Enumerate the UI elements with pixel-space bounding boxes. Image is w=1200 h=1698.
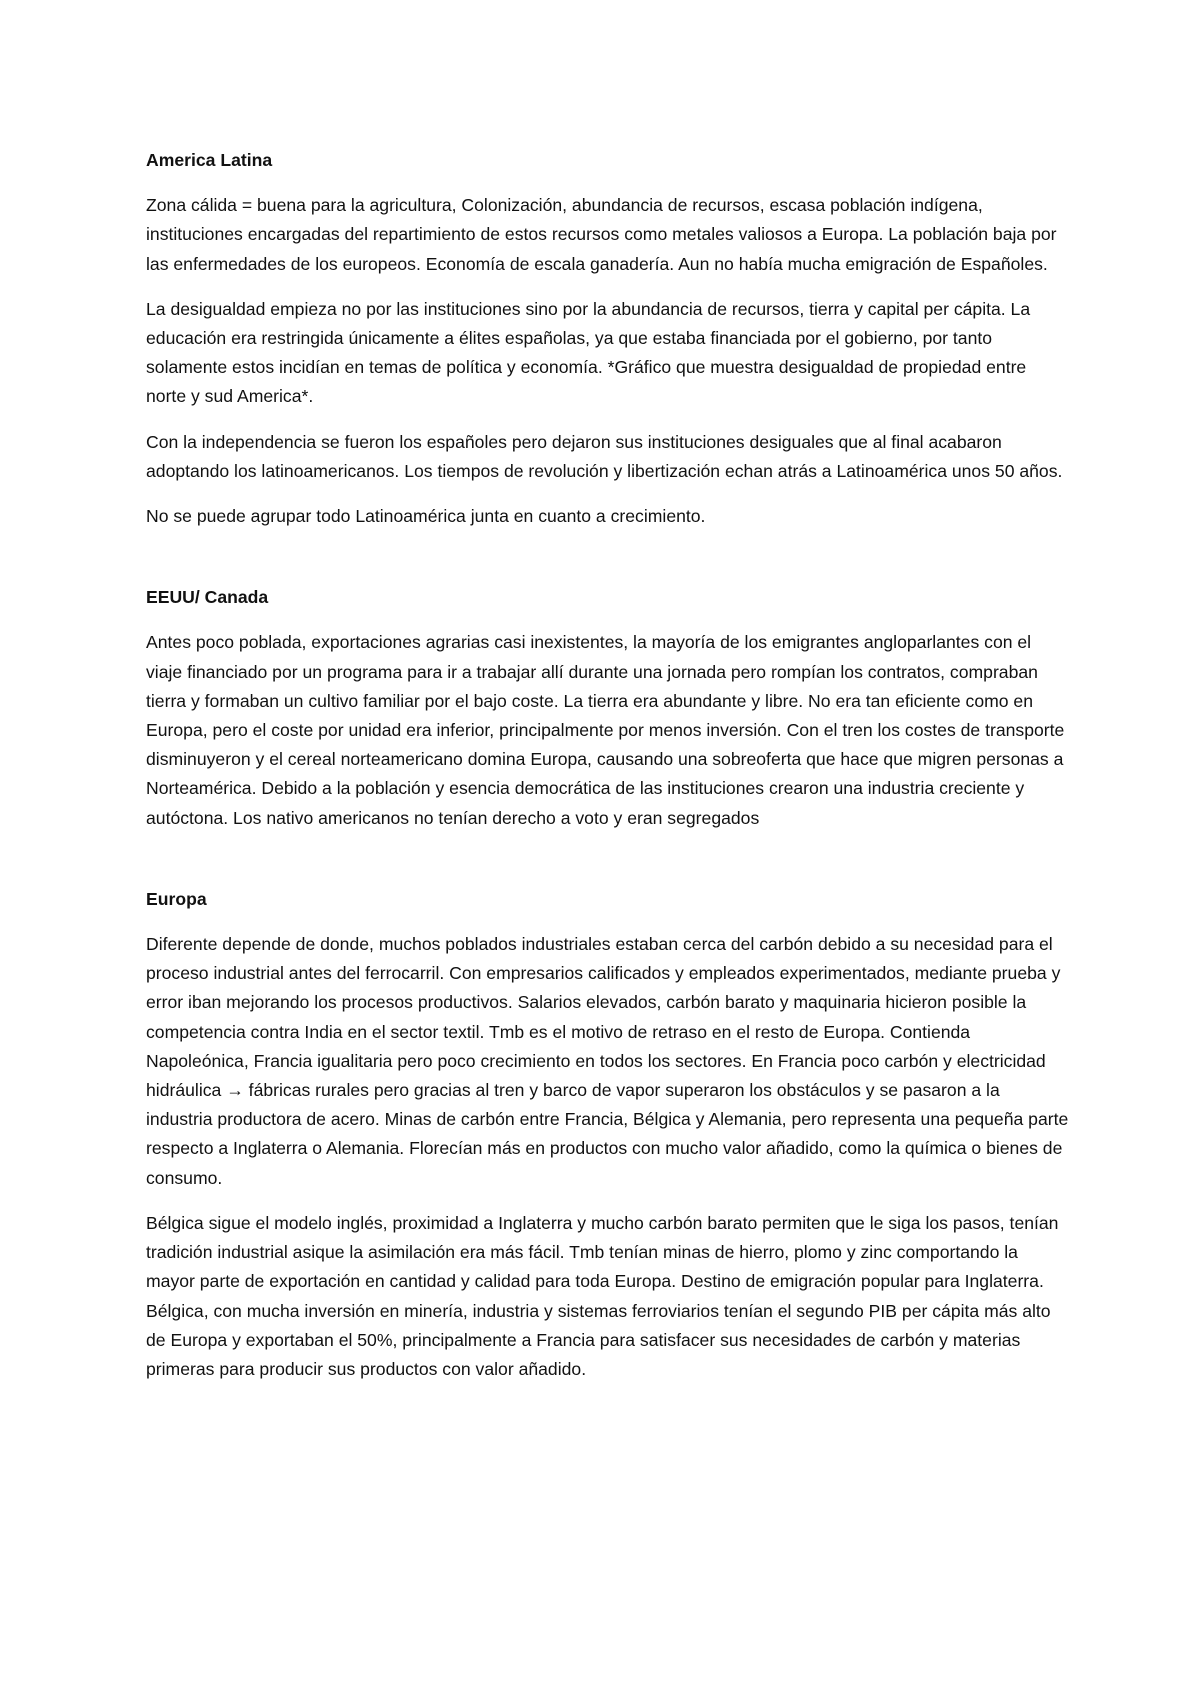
section-europa bbox=[146, 885, 1070, 1384]
paragraph: Diferente depende de donde, muchos poblados industriales estaban cerca del carbón debido a su necesidad para el proceso industrial antes del ferrocarril. Con empresarios calificados y empleados experimentados, mediante prueba y error iban mejorando los procesos productivos. Salarios elevados, carbón barato y maquinaria hicieron posible la competencia contra India en el sector textil. Tmb es el motivo de retraso en el resto de Europa. Contienda Napoleónica, Francia igualitaria pero poco crecimiento en todos los sectores. En Francia poco carbón y electricidad hidráulica → fábricas rurales pero gracias al tren y barco de vapor superaron los obstáculos y se pasaron a la industria productora de acero. Minas de carbón entre Francia, Bélgica y Alemania, pero representa una pequeña parte respecto a Inglaterra o Alemania. Florecían más en productos con mucho valor añadido, como la química o bienes de consumo. bbox=[146, 934, 1069, 1188]
paragraph: Bélgica sigue el modelo inglés, proximidad a Inglaterra y mucho carbón barato permiten que le siga los pasos, tenían tradición industrial asique la asimilación era más fácil. Tmb tenían minas de hierro, plomo y zinc comportando la mayor parte de exportación en cantidad y calidad para toda Europa. Destino de emigración popular para Inglaterra. Bélgica, con mucha inversión en minería, industria y sistemas ferroviarios tenían el segundo PIB per cápita más alto de Europa y exportaban el 50%, principalmente a Francia para satisfacer sus necesidades de carbón y materias primeras para producir sus productos con valor añadido. bbox=[146, 1212, 1059, 1379]
document-body bbox=[146, 146, 1070, 1400]
section-heading: Europa bbox=[146, 888, 207, 909]
section-heading: EEUU/ Canada bbox=[146, 587, 269, 608]
paragraph: Zona cálida = buena para la agricultura, Colonización, abundancia de recursos, escasa población indígena, instituciones encargadas del repartimiento de estos recursos como metales valiosos a Europa. La población baja por las enfermedades de los europeos. Economía de escala ganadería. Aun no había mucha emigración de Españoles. bbox=[146, 195, 1057, 274]
paragraph: Antes poco poblada, exportaciones agrarias casi inexistentes, la mayoría de los emigrantes angloparlantes con el viaje financiado por un programa para ir a trabajar allí durante una jornada pero rompían los contratos, compraban tierra y formaban un cultivo familiar por el bajo coste. La tierra era abundante y libre. No era tan eficiente como en Europa, pero el coste por unidad era inferior, principalmente por menos inversión. Con el tren los costes de transporte disminuyeron y el cereal norteamericano domina Europa, causando una sobreoferta que hace que migren personas a Norteamérica. Debido a la población y esencia democrática de las instituciones crearon una industria creciente y autóctona. Los nativo americanos no tenían derecho a voto y eran segregados bbox=[146, 632, 1065, 828]
paragraph: La desigualdad empieza no por las instituciones sino por la abundancia de recursos, tierra y capital per cápita. La educación era restringida únicamente a élites españolas, ya que estaba financiada por el gobierno, por tanto solamente estos incidían en temas de política y economía. *Gráfico que muestra desigualdad de propiedad entre norte y sud America*. bbox=[146, 298, 1031, 407]
paragraph: No se puede agrupar todo Latinoamérica junta en cuanto a crecimiento. bbox=[146, 506, 706, 527]
section-heading: America Latina bbox=[146, 150, 273, 170]
section-america-latina bbox=[146, 146, 1070, 531]
paragraph: Con la independencia se fueron los españoles pero dejaron sus instituciones desiguales que al final acabaron adoptando los latinoamericanos. Los tiempos de revolución y libertización echan atrás a Latinoamérica unos 50 años. bbox=[146, 431, 1063, 481]
section-eeuu-canada bbox=[146, 583, 1070, 833]
